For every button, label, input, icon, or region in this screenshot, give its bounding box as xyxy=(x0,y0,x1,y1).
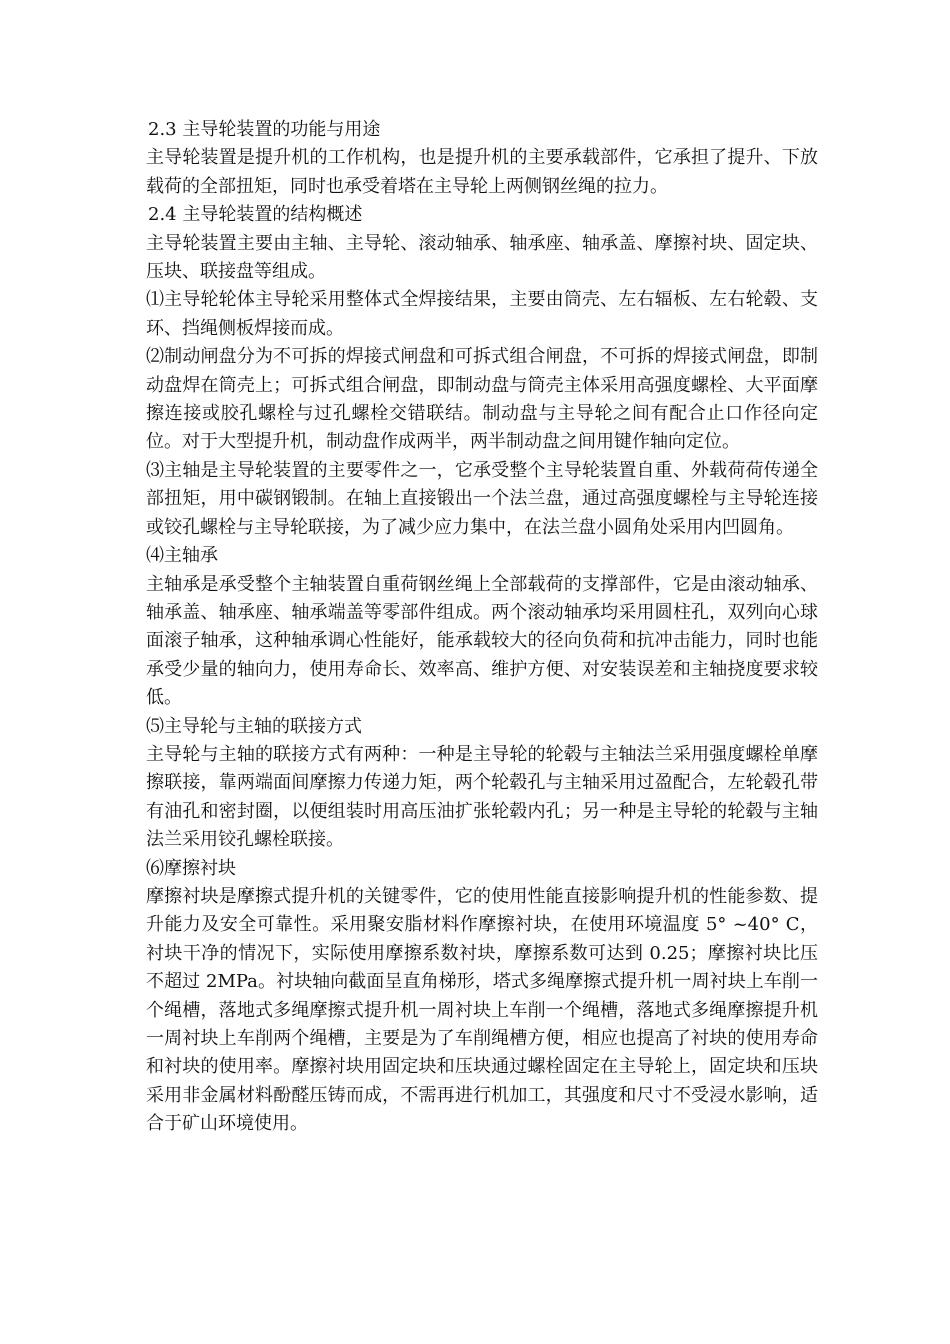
document-page xyxy=(146,116,818,1139)
paragraph-item-6-body: 摩擦衬块是摩擦式提升机的关键零件，它的使用性能直接影响提升机的性能参数、提升能力及安全可靠性。采用聚安脂材料作摩擦衬块，在使用环境温度 5° ~40° C，衬块干净的情况下，实际使用摩擦系数衬块，摩擦系数可达到 0.25；摩擦衬块比压不超过 2MPa。衬块轴向截面呈直角梯形，塔式多绳摩擦式提升机一周衬块上车削一个绳槽，落地式多绳摩擦式提升机一周衬块上车削一个绳槽，落地式多绳摩擦提升机一周衬块上车削两个绳槽，主要是为了车削绳槽方便，相应也提高了衬块的使用寿命和衬块的使用率。摩擦衬块用固定块和压块通过螺栓固定在主导轮上，固定块和压块采用非金属材料酚醛压铸而成，不需再进行机加工，其强度和尺寸不受浸水影响，适合于矿山环境使用。 xyxy=(146,885,818,1135)
paragraph-item-4-body: 主轴承是承受整个主轴装置自重荷钢丝绳上全部载荷的支撑部件，它是由滚动轴承、轴承盖、轴承座、轴承端盖等零部件组成。两个滚动轴承均采用圆柱孔，双列向心球面滚子轴承，这种轴承调心性能好，能承载较大的径向负荷和抗冲击能力，同时也能承受少量的轴向力，使用寿命长、效率高、维护方便、对安装误差和主轴挠度要求较低。 xyxy=(146,573,818,709)
paragraph-2-3-body: 主导轮装置是提升机的工作机构，也是提升机的主要承载部件，它承担了提升、下放载荷的全部扭矩，同时也承受着塔在主导轮上两侧钢丝绳的拉力。 xyxy=(146,147,818,197)
paragraph-item-2: ⑵制动闸盘分为不可拆的焊接式闸盘和可拆式组合闸盘，不可拆的焊接式闸盘，即制动盘焊在筒壳上；可拆式组合闸盘，即制动盘与筒壳主体采用高强度螺栓、大平面摩擦连接或胶孔螺栓与过孔螺栓交错联结。制动盘与主导轮之间有配合止口作径向定位。对于大型提升机，制动盘作成两半，两半制动盘之间用键作轴向定位。 xyxy=(146,346,818,453)
paragraph-item-6-title: ⑹摩擦衬块 xyxy=(146,857,236,879)
paragraph-item-1: ⑴主导轮轮体主导轮采用整体式全焊接结果，主要由筒壳、左右辐板、左右轮毂、支环、挡绳侧板焊接而成。 xyxy=(146,289,818,339)
paragraph-2-4-intro: 主导轮装置主要由主轴、主导轮、滚动轴承、轴承座、轴承盖、摩擦衬块、固定块、压块、联接盘等组成。 xyxy=(146,232,818,283)
section-heading-2-4: 2.4 主导轮装置的结构概述 xyxy=(148,204,363,226)
paragraph-item-5-body: 主导轮与主轴的联接方式有两种：一种是主导轮的轮毂与主轴法兰采用强度螺栓单摩擦联接，靠两端面间摩擦力传递力矩，两个轮毂孔与主轴采用过盈配合，左轮毂孔带有油孔和密封圈，以便组装时用高压油扩张轮毂内孔；另一种是主导轮的轮毂与主轴法兰采用铰孔螺栓联接。 xyxy=(146,743,818,851)
paragraph-item-5-title: ⑸主导轮与主轴的联接方式 xyxy=(146,715,362,737)
paragraph-item-3: ⑶主轴是主导轮装置的主要零件之一，它承受整个主导轮装置自重、外载荷荷传递全部扭矩，用中碳钢锻制。在轴上直接锻出一个法兰盘，通过高强度螺栓与主导轮连接或铰孔螺栓与主导轮联接，为了减少应力集中，在法兰盘小圆角处采用内凹圆角。 xyxy=(146,459,818,538)
section-heading-2-3: 2.3 主导轮装置的功能与用途 xyxy=(148,119,381,140)
paragraph-item-4-title: ⑷主轴承 xyxy=(146,545,218,567)
